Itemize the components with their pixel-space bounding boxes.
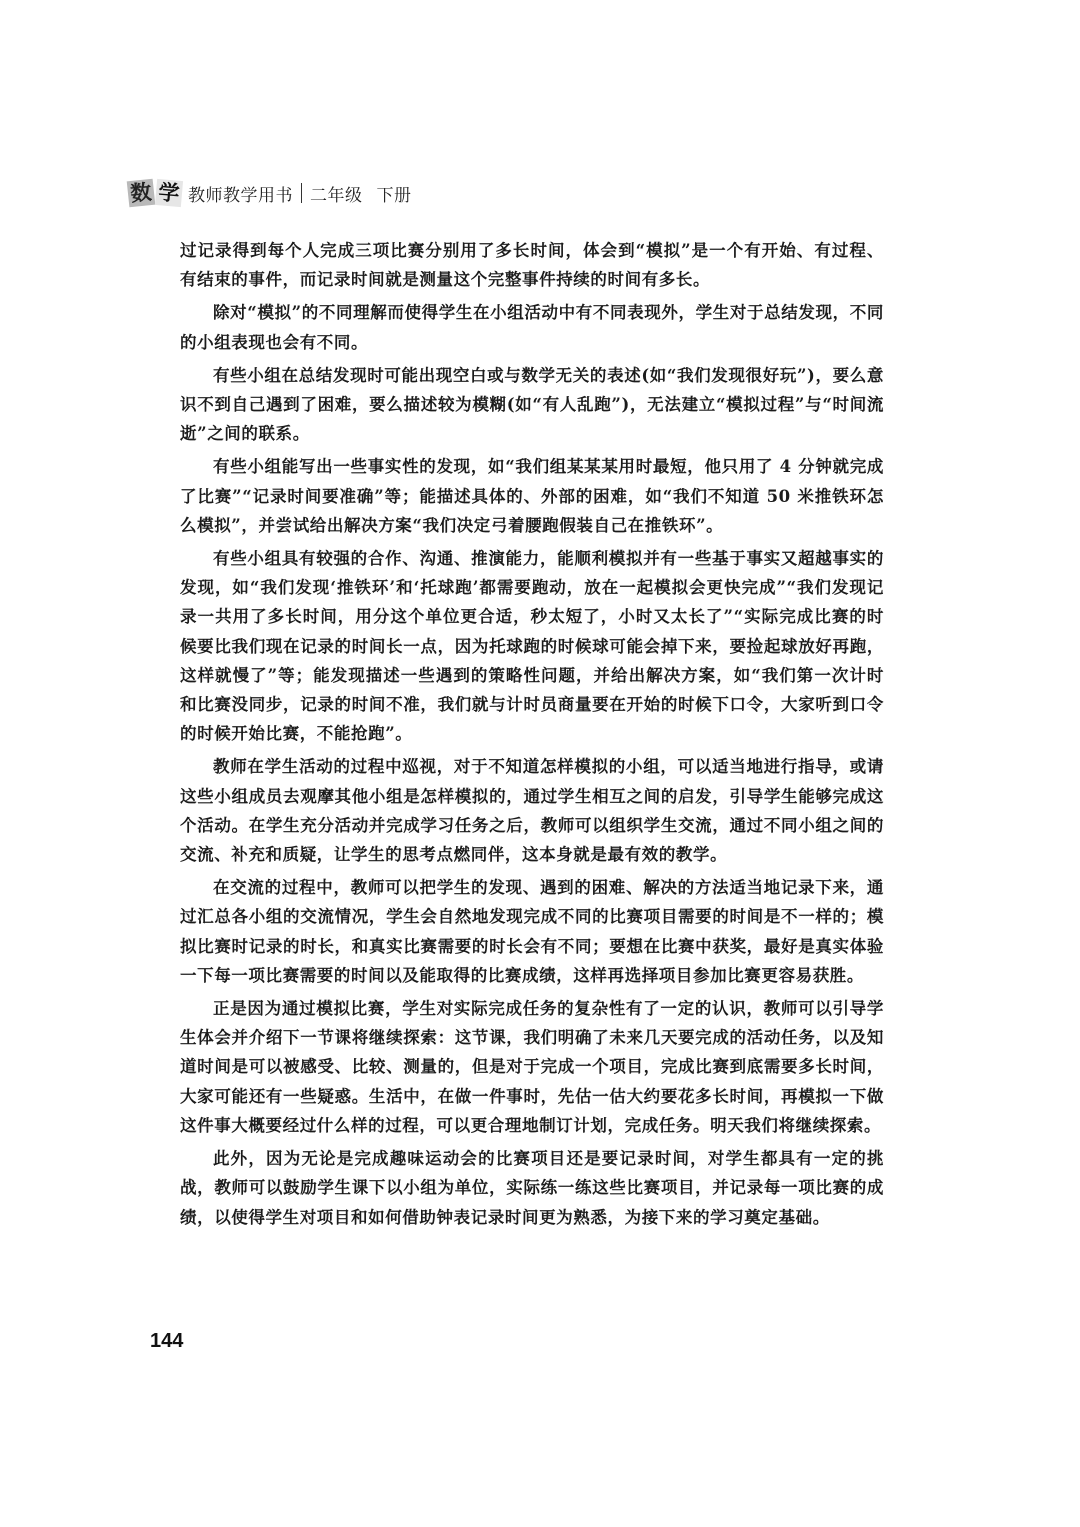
page-header <box>128 176 412 210</box>
paragraph: 在交流的过程中，教师可以把学生的发现、遇到的困难、解决的方法适当地记录下来，通过汇总各小组的交流情况，学生会自然地发现完成不同的比赛项目需要的时间是不一样的；模拟比赛时记录的时长，和真实比赛需要的时长会有不同；要想在比赛中获奖，最好是真实体验一下每一项比赛需要的时间以及能取得的比赛成绩，这样再选择项目参加比赛更容易获胜。 <box>180 878 884 985</box>
subject-badge <box>128 180 182 206</box>
paragraph: 有些小组在总结发现时可能出现空白或与数学无关的表述(如“我们发现很好玩”)，要么意识不到自己遇到了困难，要么描述较为模糊(如“有人乱跑”)，无法建立“模拟过程”与“时间流逝”之间的联系。 <box>180 365 884 444</box>
paragraph: 有些小组具有较强的合作、沟通、推演能力，能顺利模拟并有一些基于事实又超越事实的发现，如“我们发现‘推铁环’和‘托球跑’都需要跑动，放在一起模拟会更快完成”“我们发现记录一共用了多长时间，用分这个单位更合适，秒太短了，小时又太长了”“实际完成比赛的时候要比我们现在记录的时间长一点，因为托球跑的时候球可能会掉下来，要捡起球放好再跑，这样就慢了”等；能发现描述一些遇到的策略性问题，并给出解决方案，如“我们第一次计时和比赛没同步，记录的时间不准，我们就与计时员商量要在开始的时候下口令，大家听到口令的时候开始比赛，不能抢跑”。 <box>180 549 884 744</box>
subject-badge-char-1: 数 <box>127 179 156 208</box>
grade-label: 二年级 <box>310 185 363 206</box>
subject-badge-char-2: 学 <box>155 179 183 207</box>
book-title: 教师教学用书 <box>188 185 293 206</box>
paragraph: 有些小组能写出一些事实性的发现，如“我们组某某某用时最短，他只用了 4 分钟就完成了比赛”“记录时间要准确”等；能描述具体的、外部的困难，如“我们不知道 50 米推铁环怎么模拟”，并尝试给出解决方案“我们决定弓着腰跑假装自己在推铁环”。 <box>180 457 884 535</box>
paragraph-continuation: 过记录得到每个人完成三项比赛分别用了多长时间，体会到“模拟”是一个有开始、有过程、有结束的事件，而记录时间就是测量这个完整事件持续的时间有多长。 <box>180 241 884 290</box>
paragraph: 此外，因为无论是完成趣味运动会的比赛项目还是要记录时间，对学生都具有一定的挑战，教师可以鼓励学生课下以小组为单位，实际练一练这些比赛项目，并记录每一项比赛的成绩，以使得学生对项目和如何借助钟表记录时间更为熟悉，为接下来的学习奠定基础。 <box>180 1149 884 1227</box>
paragraph: 除对“模拟”的不同理解而使得学生在小组活动中有不同表现外，学生对于总结发现，不同的小组表现也会有不同。 <box>180 303 884 352</box>
paragraph: 正是因为通过模拟比赛，学生对实际完成任务的复杂性有了一定的认识，教师可以引导学生体会并介绍下一节课将继续探索：这节课，我们明确了未来几天要完成的活动任务，以及知道时间是可以被感受、比较、测量的，但是对于完成一个项目，完成比赛到底需要多长时间，大家可能还有一些疑惑。生活中，在做一件事时，先估一估大约要花多长时间，再模拟一下做这件事大概要经过什么样的过程，可以更合理地制订计划，完成任务。明天我们将继续探索。 <box>180 999 884 1135</box>
paragraph: 教师在学生活动的过程中巡视，对于不知道怎样模拟的小组，可以适当地进行指导，或请这些小组成员去观摩其他小组是怎样模拟的，通过学生相互之间的启发，引导学生能够完成这个活动。在学生充分活动并完成学习任务之后，教师可以组织学生交流，通过不同小组之间的交流、补充和质疑，让学生的思考点燃同伴，这本身就是最有效的教学。 <box>180 757 884 865</box>
page-body <box>180 236 884 1236</box>
volume-label: 下册 <box>376 185 412 206</box>
header-divider <box>301 183 302 203</box>
page-number: 144 <box>150 1330 184 1352</box>
